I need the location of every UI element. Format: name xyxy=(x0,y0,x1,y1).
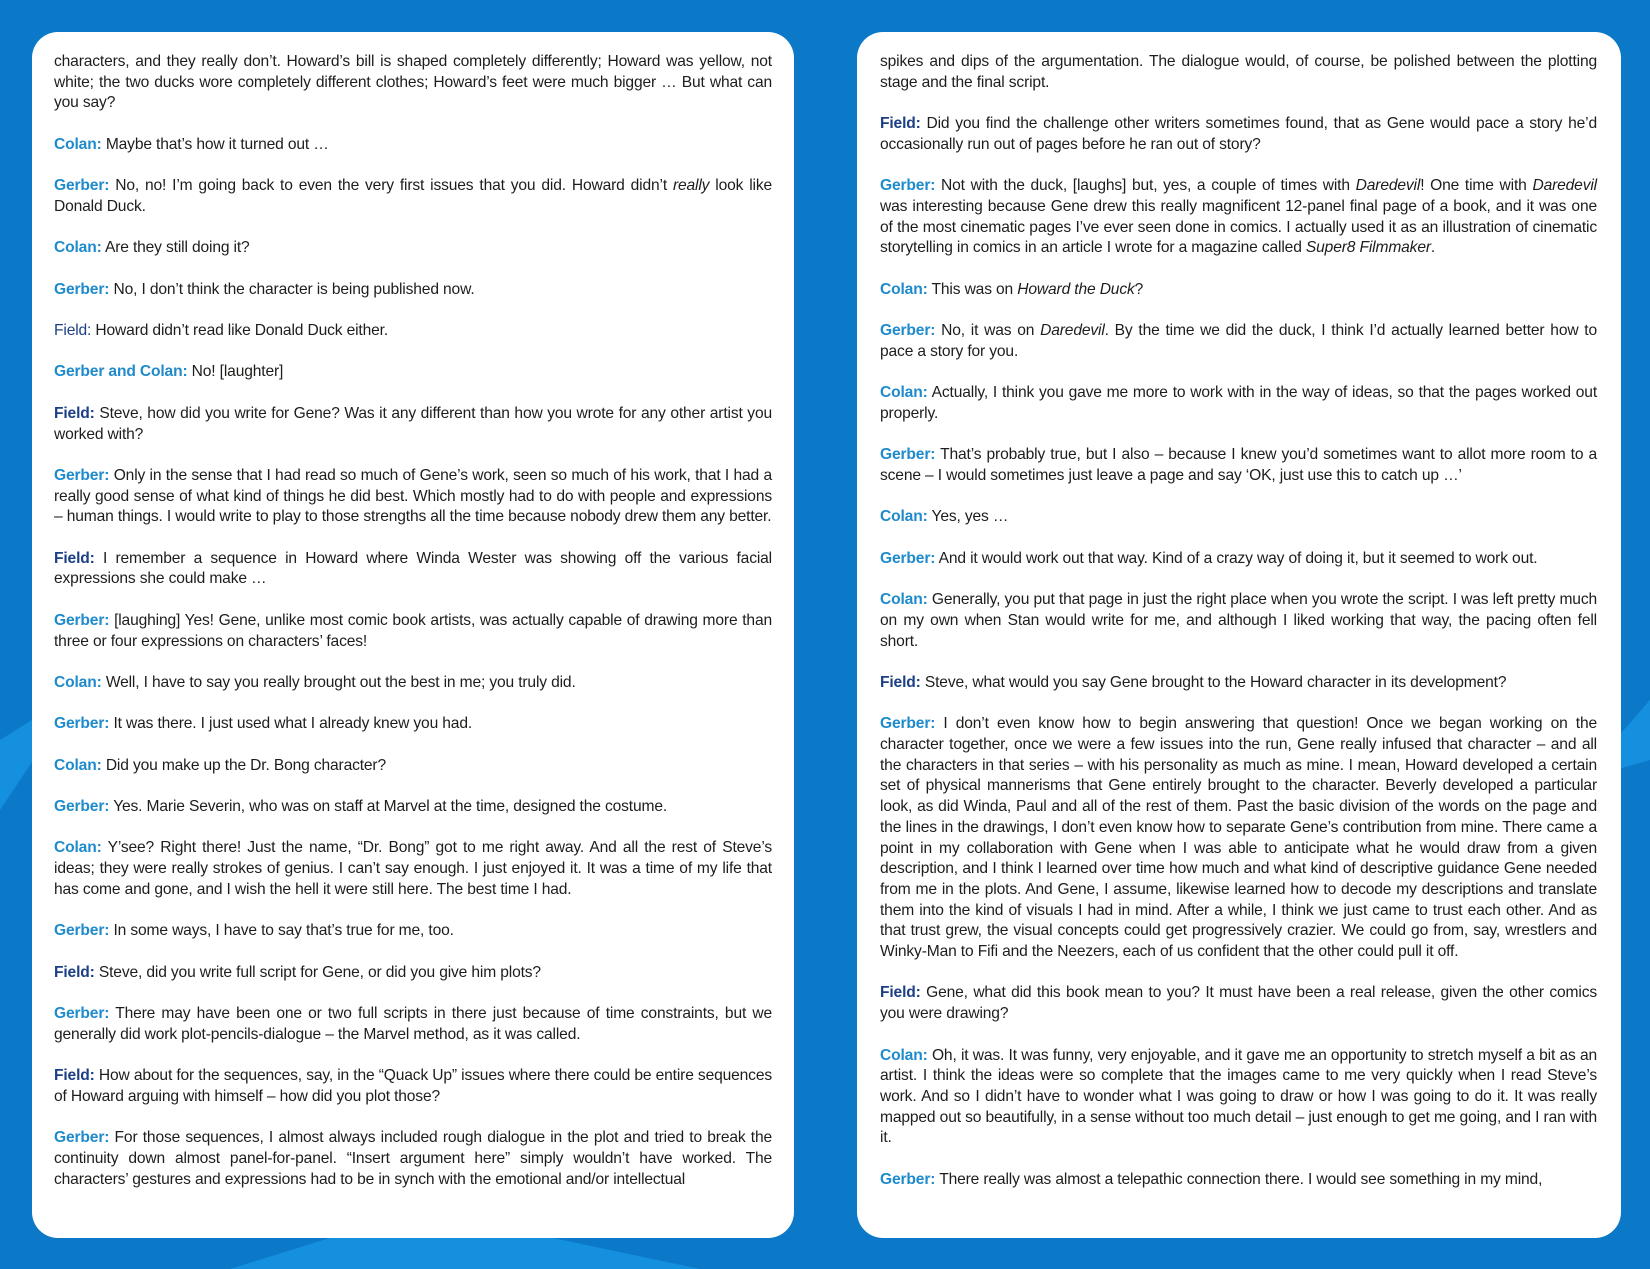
speaker-label: Field: xyxy=(54,1067,95,1085)
paragraph: Gerber: It was there. I just used what I already knew you had. xyxy=(54,715,473,733)
paragraph: Field: Howard didn’t read like Donald Duck either. xyxy=(54,322,389,340)
speaker-label: Colan: xyxy=(54,135,102,153)
paragraph: Gerber: [laughing] Yes! Gene, unlike most comic book artists, was actually capable of drawing more than three or four expressions on characters’ faces! xyxy=(54,611,772,650)
speaker-label: Colan: xyxy=(880,384,928,402)
speaker-label: Colan: xyxy=(880,591,928,609)
paragraph: Gerber: For those sequences, I almost always included rough dialogue in the plot and tried to break the continuity down almost panel-for-panel. “Insert argument here” simply wouldn’t have worked. The characters’ gestures and expressions had to be in synch with the emotional and/or intellectual xyxy=(54,1129,772,1188)
paragraph: Gerber: In some ways, I have to say that’s true for me, too. xyxy=(54,922,454,940)
speaker-label: Gerber: xyxy=(54,611,110,629)
speaker-label: Field: xyxy=(880,984,921,1002)
speaker-label: Colan: xyxy=(880,280,928,298)
paragraph: Colan: Y’see? Right there! Just the name, “Dr. Bong” got to me right away. And all the rest of Steve’s ideas; they were really strokes of genius. I can’t say enough. I just enjoyed it. It was a time of my life that has come and gone, and I wish the hell it were still here. The best time I had. xyxy=(54,839,772,898)
paragraph: Colan: This was on Howard the Duck? xyxy=(880,280,1144,298)
speaker-label: Gerber: xyxy=(880,1170,936,1188)
speaker-label: Colan: xyxy=(54,756,102,774)
paragraph: Colan: Yes, yes … xyxy=(880,508,1009,526)
speaker-label: Gerber and Colan: xyxy=(54,363,188,381)
paragraph: Field: Did you find the challenge other writers sometimes found, that as Gene would pace a story he’d occasionally run out of pages before he ran out of story? xyxy=(880,115,1598,153)
speaker-label: Colan: xyxy=(880,508,928,526)
paragraph: Field: Steve, what would you say Gene brought to the Howard character in its development? xyxy=(880,673,1507,691)
paragraph: Gerber: I don’t even know how to begin answering that question! Once we began working on the character together, once we were a few issues into the run, Gene really infused that character – and all the characters in that series – with his personality as much as mine. I mean, Howard developed a certain set of physical mannerisms that Gene entirely brought to the character. Beverly developed a particular look, as did Winda, Paul and all of the rest of them. Past the basic division of the words on the page and the lines in the drawings, I don’t even know how to separate Gene’s contribution from mine. There came a point in my collaboration with Gene when I was able to anticipate what he would draw from a given description, and I think I learned over time how much and what kind of descriptive guidance Gene needed from me in the plots. And Gene, I assume, likewise learned how to decode my descriptions and translate them into the kind of visuals I had in mind. After a while, I think we just came to trust each other. And as that trust grew, the visual concepts could get progressively crazier. We could go from, say, wrestlers and Winky-Man to Fifi and the Neezers, each of us confident that the other could pull it off. xyxy=(880,715,1597,961)
speaker-label: Gerber: xyxy=(54,1005,110,1023)
paragraph: Gerber: And it would work out that way. Kind of a crazy way of doing it, but it seemed to work out. xyxy=(880,549,1538,567)
speaker-label: Field: xyxy=(54,404,95,422)
paragraph: Colan: Did you make up the Dr. Bong character? xyxy=(54,756,387,774)
paragraph: Field: I remember a sequence in Howard where Winda Wester was showing off the various facial expressions she could make … xyxy=(54,549,773,588)
paragraph: Colan: Actually, I think you gave me more to work with in the way of ideas, so that the pages worked out properly. xyxy=(880,384,1598,422)
paragraph: Gerber: That’s probably true, but I also – because I knew you’d sometimes want to allot more room to a scene – I would sometimes just leave a page and say ‘OK, just use this to catch up …’ xyxy=(880,446,1598,484)
paragraph: Gerber: Not with the duck, [laughs] but, yes, a couple of times with Daredevil! One time with Daredevil was interesting because Gene drew this really magnificent 12-panel final page of a book, and it was one of the most cinematic pages I’ve ever seen done in comics. I actually used it as an illustration of cinematic storytelling in comics in an article I wrote for a magazine called Super8 Filmmaker. xyxy=(880,177,1597,257)
right-text-column xyxy=(857,32,1621,1238)
paragraph: Colan: Are they still doing it? xyxy=(54,239,250,257)
paragraph: Gerber: Only in the sense that I had read so much of Gene’s work, seen so much of his work, that I had a really good sense of what kind of things he did best. Which mostly had to do with people and expressions – human things. I would write to play to those strengths all the time because nobody drew them any better. xyxy=(54,466,772,526)
paragraph: Field: Steve, how did you write for Gene? Was it any different than how you wrote for any other artist you worked with? xyxy=(54,404,772,443)
speaker-label: Gerber: xyxy=(880,322,936,340)
paragraph: spikes and dips of the argumentation. The dialogue would, of course, be polished between the plotting stage and the final script. xyxy=(880,53,1597,91)
paragraph: characters, and they really don’t. Howard’s bill is shaped completely differently; Howard was yellow, not white; the two ducks wore completely different clothes; Howard’s feet were much bigger … But what can you say? xyxy=(54,53,772,112)
paragraph: Field: Gene, what did this book mean to you? It must have been a real release, given the other comics you were drawing? xyxy=(880,984,1597,1023)
speaker-label: Gerber: xyxy=(54,177,110,195)
speaker-label: Gerber: xyxy=(54,798,110,816)
speaker-label: Field: xyxy=(54,322,92,340)
paragraph: Colan: Maybe that’s how it turned out … xyxy=(54,135,329,153)
paragraph: Gerber: There really was almost a telepathic connection there. I would see something in my mind, xyxy=(880,1170,1543,1188)
left-text-column xyxy=(32,32,794,1238)
paragraph: Gerber and Colan: No! [laughter] xyxy=(54,363,284,381)
speaker-label: Colan: xyxy=(54,839,102,857)
paragraph: Gerber: No, no! I’m going back to even the very first issues that you did. Howard didn’t really look like Donald Duck. xyxy=(54,177,773,215)
speaker-label: Colan: xyxy=(54,673,102,691)
speaker-label: Gerber: xyxy=(54,715,110,733)
paragraph: Colan: Oh, it was. It was funny, very enjoyable, and it gave me an opportunity to stretch myself a bit as an artist. I think the ideas were so complete that the images came to me very quickly when I read Steve’s work. And so I didn’t have to wonder what I was going to draw or how I was going to do it. It was really mapped out so beautifully, in a sense without too much detail – just enough to get me going, and I ran with it. xyxy=(880,1046,1597,1147)
speaker-label: Gerber: xyxy=(54,466,110,484)
paragraph: Gerber: No, it was on Daredevil. By the time we did the duck, I think I’d actually learned better how to pace a story for you. xyxy=(880,322,1598,360)
paragraph: Gerber: No, I don’t think the character is being published now. xyxy=(54,280,475,298)
paragraph: Field: Steve, did you write full script for Gene, or did you give him plots? xyxy=(54,963,541,981)
speaker-label: Gerber: xyxy=(880,549,936,567)
speaker-label: Field: xyxy=(880,673,921,691)
speaker-label: Field: xyxy=(880,115,921,133)
speaker-label: Field: xyxy=(54,549,95,567)
speaker-label: Gerber: xyxy=(880,446,936,464)
paragraph: Gerber: Yes. Marie Severin, who was on staff at Marvel at the time, designed the costume. xyxy=(54,798,668,816)
speaker-label: Colan: xyxy=(54,239,102,257)
paragraph: Colan: Well, I have to say you really brought out the best in me; you truly did. xyxy=(54,673,576,691)
speaker-label: Gerber: xyxy=(880,177,936,195)
paragraph: Colan: Generally, you put that page in just the right place when you wrote the script. I was left pretty much on my own when Stan would write for me, and although I liked working that way, the pacing often fell short. xyxy=(880,591,1597,650)
speaker-label: Gerber: xyxy=(54,280,110,298)
speaker-label: Field: xyxy=(54,963,95,981)
speaker-label: Colan: xyxy=(880,1046,928,1064)
paragraph: Field: How about for the sequences, say, in the “Quack Up” issues where there could be entire sequences of Howard arguing with himself – how did you plot those? xyxy=(54,1067,773,1105)
speaker-label: Gerber: xyxy=(54,1129,110,1147)
speaker-label: Gerber: xyxy=(54,922,110,940)
speaker-label: Gerber: xyxy=(880,715,936,733)
paragraph: Gerber: There may have been one or two full scripts in there just because of time constraints, but we generally did work plot-pencils-dialogue – the Marvel method, as it was called. xyxy=(54,1005,772,1043)
